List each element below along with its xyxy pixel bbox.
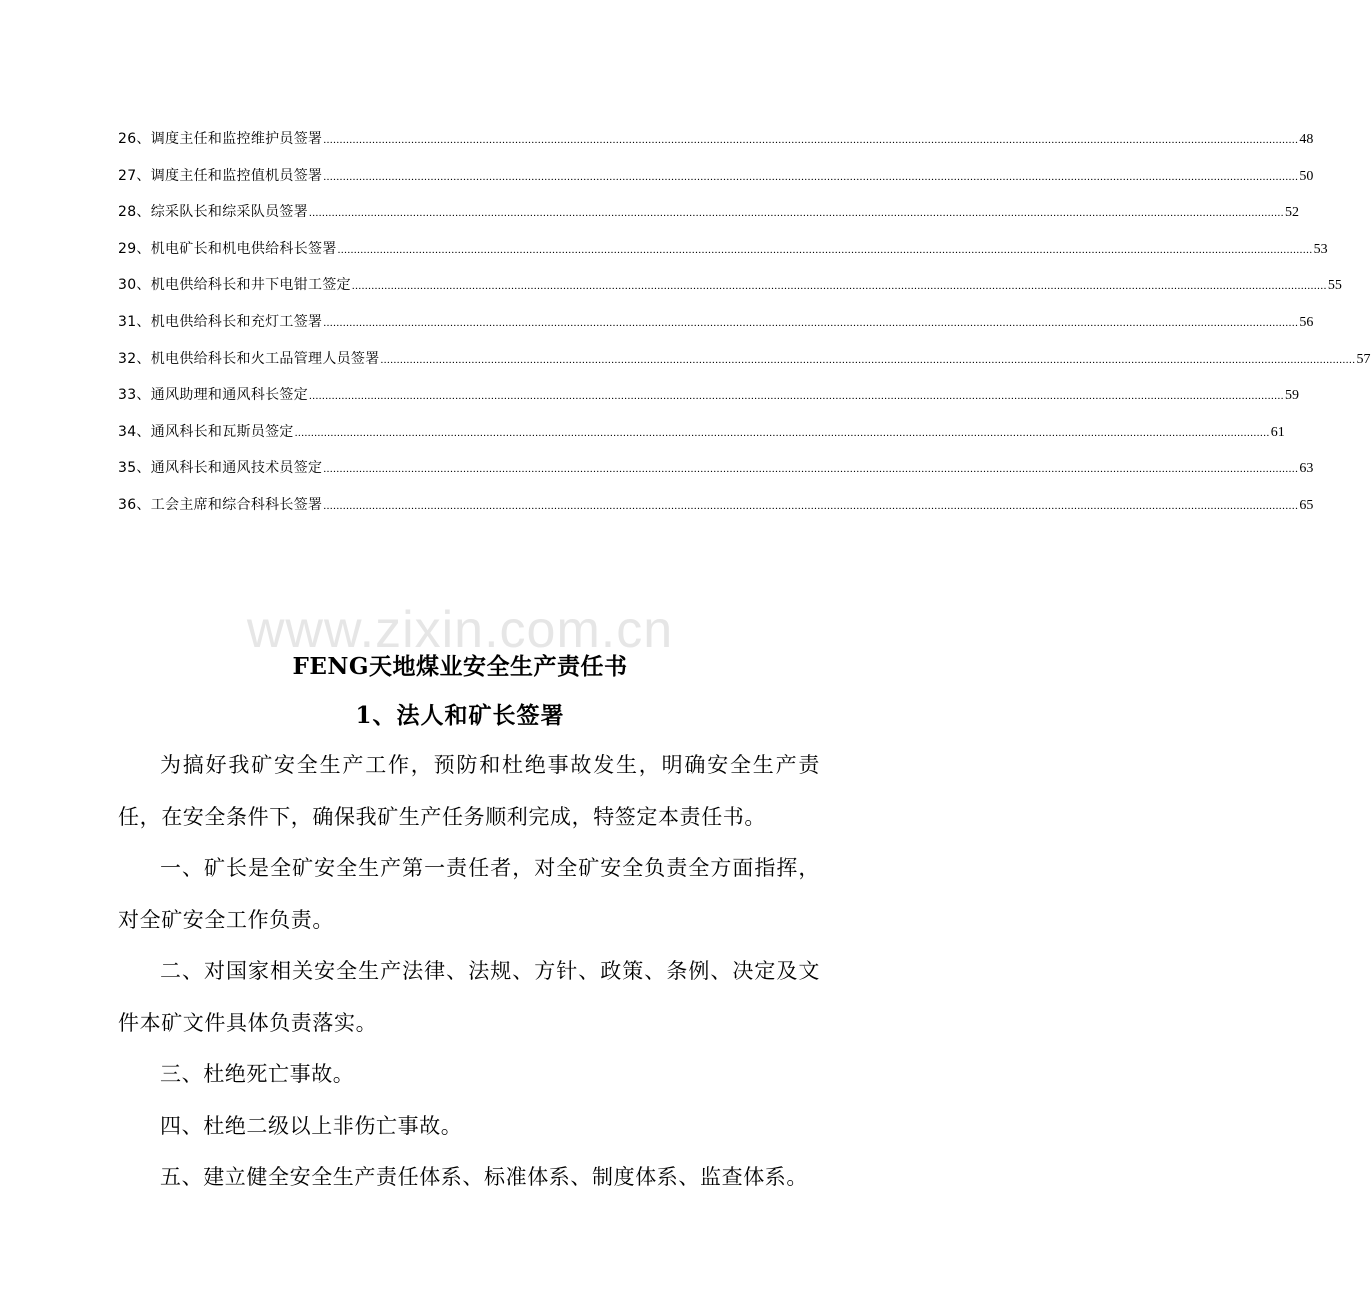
table-of-contents xyxy=(118,128,1371,531)
toc-entry-label: 33、通风助理和通风科长签定 xyxy=(118,387,309,404)
toc-entry[interactable] xyxy=(118,348,1371,385)
toc-leader-dots: ............................................................................................................................................................................................................................................................................................................ xyxy=(323,316,1299,329)
toc-leader-dots: ............................................................................................................................................................................................................................................................................................................ xyxy=(323,463,1299,476)
toc-entry-label: 26、调度主任和监控维护员签署 xyxy=(118,131,323,147)
toc-entry[interactable] xyxy=(118,494,1314,531)
paragraph: 三、杜绝死亡事故。 xyxy=(160,1062,355,1086)
toc-entry-label: 29、机电矿长和机电供给科长签署 xyxy=(118,240,337,257)
toc-entry[interactable] xyxy=(118,457,1314,494)
document-title: FENG天地煤业安全生产责任书 xyxy=(292,653,628,680)
toc-entry-label: 31、机电供给科长和充灯工签署 xyxy=(118,313,323,330)
toc-entry[interactable] xyxy=(118,274,1342,311)
toc-leader-dots: ............................................................................................................................................................................................................................................................................................................ xyxy=(323,134,1299,146)
toc-entry-page: 50 xyxy=(1299,168,1314,184)
toc-entry-label: 36、工会主席和综合科科长签署 xyxy=(118,496,323,513)
toc-entry-page: 59 xyxy=(1285,388,1300,404)
toc-entry[interactable] xyxy=(118,311,1314,348)
watermark: www.zixin.com.cn xyxy=(246,601,674,659)
paragraph: 五、建立健全安全生产责任体系、标准体系、制度体系、监查体系。 xyxy=(160,1165,808,1189)
toc-entry[interactable] xyxy=(118,384,1300,421)
toc-entry-page: 53 xyxy=(1313,241,1328,257)
toc-entry-label: 35、通风科长和通风技术员签定 xyxy=(118,460,323,477)
toc-leader-dots: ............................................................................................................................................................................................................................................................................................................ xyxy=(351,280,1327,293)
toc-leader-dots: ............................................................................................................................................................................................................................................................................................................ xyxy=(309,390,1285,403)
toc-entry-page: 55 xyxy=(1327,278,1342,294)
toc-entry-label: 28、综采队长和综采队员签署 xyxy=(118,204,309,221)
toc-entry[interactable] xyxy=(118,165,1314,202)
toc-leader-dots: ............................................................................................................................................................................................................................................................................................................ xyxy=(294,426,1270,439)
paragraph: 一、矿长是全矿安全生产第一责任者，对全矿安全负责全方面指挥，对全矿安全工作负责。 xyxy=(118,856,820,932)
toc-entry-page: 56 xyxy=(1299,314,1314,330)
paragraph: 四、杜绝二级以上非伤亡事故。 xyxy=(160,1113,463,1138)
toc-entry[interactable] xyxy=(118,421,1285,458)
toc-leader-dots: ............................................................................................................................................................................................................................................................................................................ xyxy=(309,207,1285,220)
toc-entry[interactable] xyxy=(118,238,1328,275)
toc-entry-page: 57 xyxy=(1356,351,1371,367)
section-title: 1、法人和矿长签署 xyxy=(355,702,565,729)
paragraph: 二、对国家相关安全生产法律、法规、方针、政策、条例、决定及文件本矿文件具体负责落实。 xyxy=(118,959,820,1035)
toc-entry[interactable] xyxy=(118,128,1314,165)
toc-leader-dots: ............................................................................................................................................................................................................................................................................................................ xyxy=(323,170,1299,183)
paragraph: 为搞好我矿安全生产工作，预防和杜绝事故发生，明确安全生产责任，在安全条件下，确保我矿生产任务顺利完成，特签定本责任书。 xyxy=(118,753,820,829)
toc-entry-page: 48 xyxy=(1299,132,1314,147)
toc-entry-page: 61 xyxy=(1270,424,1285,440)
toc-leader-dots: ............................................................................................................................................................................................................................................................................................................ xyxy=(323,499,1299,512)
toc-entry-label: 27、调度主任和监控值机员签署 xyxy=(118,167,323,184)
toc-entry[interactable] xyxy=(118,201,1300,238)
document-body xyxy=(118,740,820,1204)
toc-entry-page: 52 xyxy=(1285,205,1300,221)
toc-entry-label: 34、通风科长和瓦斯员签定 xyxy=(118,423,294,440)
toc-leader-dots: ............................................................................................................................................................................................................................................................................................................ xyxy=(337,243,1313,256)
toc-entry-page: 63 xyxy=(1299,461,1314,477)
toc-entry-label: 30、机电供给科长和井下电钳工签定 xyxy=(118,277,351,294)
toc-entry-label: 32、机电供给科长和火工品管理人员签署 xyxy=(118,350,380,367)
toc-entry-page: 65 xyxy=(1299,497,1314,513)
toc-leader-dots: ............................................................................................................................................................................................................................................................................................................ xyxy=(380,353,1356,366)
